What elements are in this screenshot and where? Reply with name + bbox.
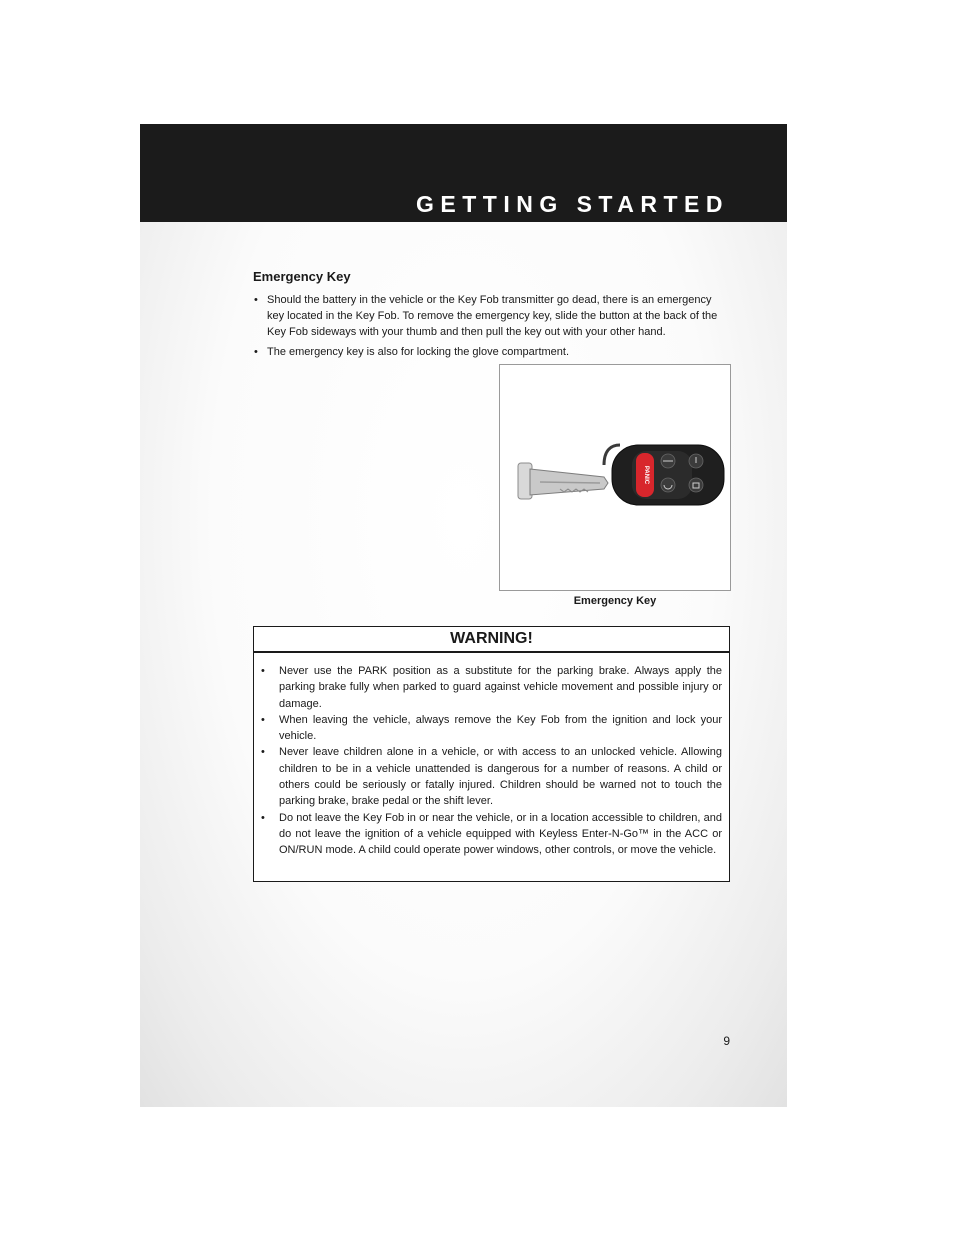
warning-item: • Never leave children alone in a vehicle, or with access to an unlocked vehicle. Allowing children to be in a vehicle unattended is dangerous for a number of reasons. A child or others could be seriously or fatally injured. Children should be warned not to touch the parking brake, brake pedal or the shift lever. xyxy=(260,744,722,809)
remote-start-button-icon xyxy=(661,478,675,492)
key-fob-illustration xyxy=(500,365,730,590)
emergency-key-icon xyxy=(518,463,608,499)
page-number: 9 xyxy=(723,1034,730,1048)
section-bullet-list xyxy=(253,292,731,364)
warning-item: • Do not leave the Key Fob in or near the vehicle, or in a location accessible to children, and do not leave the ignition of a vehicle equipped with Keyless Enter-N-Go™ in the ACC or ON/RUN mode. A child could operate power windows, other controls, or move the vehicle. xyxy=(260,810,722,859)
section-title: Emergency Key xyxy=(253,269,351,284)
warning-list xyxy=(260,663,722,859)
warning-title: WARNING! xyxy=(254,627,729,653)
warning-box xyxy=(253,626,730,882)
bullet-item: • Should the battery in the vehicle or the Key Fob transmitter go dead, there is an emergency key located in the Key Fob. To remove the emergency key, slide the button at the back of the Key Fob sideways with your thumb and then pull the key out with your other hand. xyxy=(253,292,731,340)
warning-item: • Never use the PARK position as a substitute for the parking brake. Always apply the parking brake fully when parked to guard against vehicle movement and possible injury or damage. xyxy=(260,663,722,712)
header-title: GETTING STARTED xyxy=(415,191,729,217)
bullet-item: • The emergency key is also for locking the glove compartment. xyxy=(253,344,731,360)
manual-page xyxy=(140,124,787,1107)
section-header-bar xyxy=(140,124,787,222)
figure-caption: Emergency Key xyxy=(573,595,657,607)
panic-button-label: PANIC xyxy=(643,465,649,485)
key-fob-figure xyxy=(499,364,731,591)
warning-item: • When leaving the vehicle, always remove the Key Fob from the ignition and lock your vehicle. xyxy=(260,712,722,745)
key-fob-icon xyxy=(604,445,724,505)
lock-button-icon xyxy=(689,478,703,492)
